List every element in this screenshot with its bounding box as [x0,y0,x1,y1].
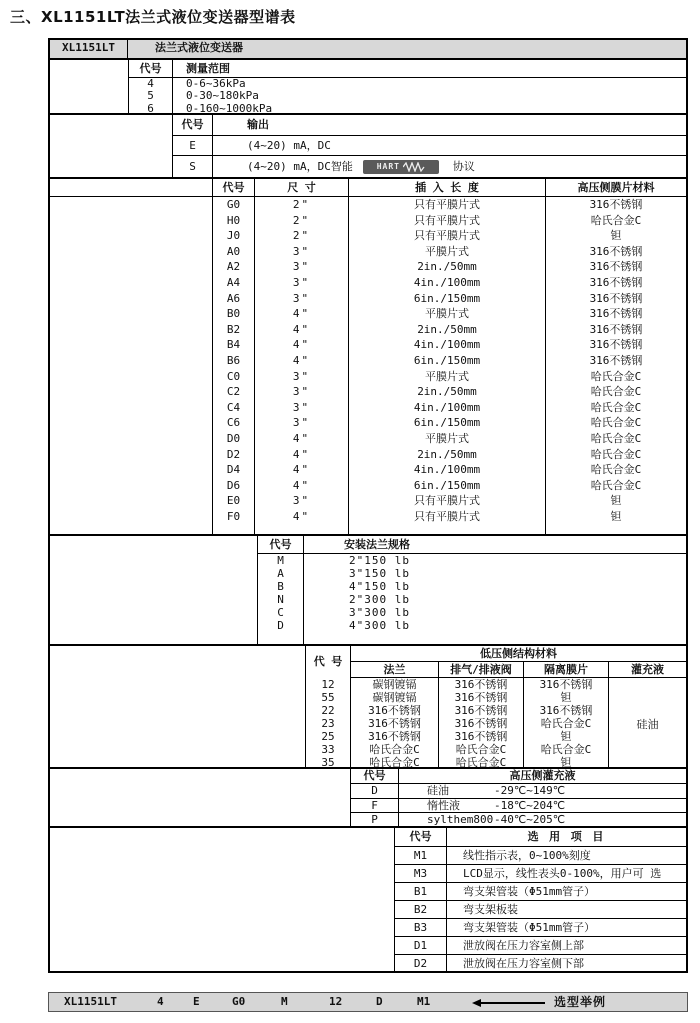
lowside-row-code: 25 [321,730,335,743]
size-row-size: 4" [254,447,348,463]
lowside-row-diaphragm: 316不锈钢 [539,678,593,691]
size-row [50,478,686,494]
output-protocol-suffix: 协议 [452,160,475,173]
lowside-row-flange: 316不锈钢 [368,717,421,730]
size-row-size: 3" [254,493,348,509]
size-row-insert: 平膜片式 [348,244,545,260]
options-row-code: M1 [395,847,447,864]
size-row-size: 4" [254,306,348,322]
lowside-row-code: 22 [321,704,335,717]
flange-row-code: B [258,580,304,593]
range-code-header: 代号 [129,60,173,77]
options-row-desc: 弯支架板装 [463,903,518,916]
lowside-row-vent: 哈氏合金C [455,743,507,756]
lowside-row-code: 33 [321,743,335,756]
highfill-spacer [50,769,350,826]
highfill-code-header: 代号 [351,769,399,783]
size-row-size: 4" [254,478,348,494]
size-row-size: 3" [254,291,348,307]
size-row-insert: 只有平膜片式 [348,197,545,213]
flange-title: 安装法兰规格 [344,538,410,551]
flange-row-code: D [258,619,304,632]
highfill-row-fluid: sylthem800 [427,813,494,827]
flange-spacer [50,536,257,644]
size-row-size: 3" [254,415,348,431]
size-row-material: 哈氏合金C [545,384,686,400]
size-row [50,244,686,260]
options-row-code: B3 [395,919,447,936]
highfill-row [351,784,686,799]
range-section [50,58,686,113]
lowside-row-vent: 316不锈钢 [454,717,508,730]
size-row-size: 3" [254,259,348,275]
size-row-material: 哈氏合金C [545,213,686,229]
example-code: XL1151LT [64,995,117,1008]
lowside-row-code: 23 [321,717,335,730]
size-row-code: C2 [212,384,254,400]
size-row [50,384,686,400]
lowside-vent-column [438,678,523,769]
options-row-desc: 弯支架管装（Φ51mm管子） [463,885,596,898]
size-row-code: J0 [212,228,254,244]
insert-length-label: 插 入 长 度 [348,179,545,196]
size-row-material: 哈氏合金C [545,415,686,431]
page-title: 三、XL1151LT法兰式液位变送器型谱表 [10,8,296,26]
size-row-code: D4 [212,462,254,478]
size-row-code: B0 [212,306,254,322]
size-row [50,275,686,291]
lowside-col-diaphragm: 隔离膜片 [523,662,608,677]
size-row-insert: 平膜片式 [348,306,545,322]
range-row-code: 4 [129,78,173,90]
selection-example-bar [48,992,688,1012]
size-row [50,322,686,338]
size-row [50,493,686,509]
lowside-row-vent: 316不锈钢 [454,691,508,704]
size-row [50,291,686,307]
size-row-code: A2 [212,259,254,275]
size-row-material: 哈氏合金C [545,447,686,463]
size-row-material: 钽 [545,228,686,244]
options-row-code: M3 [395,865,447,882]
lowside-codes-column [306,678,351,769]
size-row-insert: 平膜片式 [348,369,545,385]
size-row-code: B6 [212,353,254,369]
hart-wave-icon [403,162,425,172]
highfill-table [350,769,686,826]
highfill-row-code: D [351,784,399,798]
flange-section [50,534,686,644]
options-row [395,901,686,919]
flange-row-spec: 4"300 lb [349,619,410,632]
size-row-insert: 6in./150mm [348,415,545,431]
size-row-insert: 平膜片式 [348,431,545,447]
flange-row-spec: 3"300 lb [349,606,410,619]
size-row-code: D0 [212,431,254,447]
lowside-row-vent: 316不锈钢 [454,678,508,691]
size-row-material: 316不锈钢 [545,353,686,369]
size-row [50,197,686,213]
size-row-insert: 2in./50mm [348,259,545,275]
model-code: XL1151LT [50,40,128,58]
lowside-row-diaphragm: 钽 [560,730,572,743]
size-row-material: 哈氏合金C [545,431,686,447]
size-row-size: 3" [254,275,348,291]
flange-code-header: 代号 [258,536,304,553]
size-row-insert: 只有平膜片式 [348,493,545,509]
size-row-insert: 4in./100mm [348,275,545,291]
flange-row [258,554,686,567]
range-row-code: 5 [129,90,173,102]
options-row [395,865,686,883]
options-row-desc: 泄放阀在压力容室侧上部 [463,939,584,952]
size-row-material: 316不锈钢 [545,275,686,291]
size-row-code: C0 [212,369,254,385]
highfill-row-temp: -18℃~204℃ [494,798,566,812]
flange-row [258,619,686,632]
lowside-row-vent: 哈氏合金C [455,756,507,769]
lowside-spacer [50,646,305,767]
output-smart-text: (4~20) mA，DC智能 [247,160,353,173]
size-code-header: 代号 [212,179,254,196]
range-header [129,60,686,78]
flange-row-code: N [258,593,304,606]
hart-logo-text: HART [376,162,400,171]
lowside-row-flange: 哈氏合金C [369,743,420,756]
lowside-section [50,644,686,767]
options-spacer [50,828,394,971]
size-row [50,462,686,478]
lowside-col-vent: 排气/排液阀 [438,662,523,677]
highfill-row-fluid: 硅油 [427,784,449,797]
size-row-size: 2" [254,228,348,244]
flange-row [258,580,686,593]
lowside-title: 低压侧结构材料 [351,646,686,662]
highfill-row-temp: -29℃~149℃ [494,784,566,797]
size-row-material: 哈氏合金C [545,478,686,494]
lowside-row-code: 12 [321,678,335,691]
size-row-material: 316不锈钢 [545,259,686,275]
size-row-insert: 2in./50mm [348,447,545,463]
example-code: E [193,995,200,1008]
highfill-row-code: P [351,813,399,827]
lowside-row-vent: 316不锈钢 [454,704,508,717]
options-row [395,919,686,937]
size-row-material: 316不锈钢 [545,197,686,213]
lowside-row-flange: 碳钢镀镉 [372,678,417,691]
size-row-insert: 4in./100mm [348,337,545,353]
size-row-size: 2" [254,197,348,213]
flange-filler [258,632,686,644]
size-row-code: H0 [212,213,254,229]
flange-row [258,567,686,580]
range-table [128,60,686,113]
size-row-size: 4" [254,431,348,447]
size-row-material: 316不锈钢 [545,244,686,260]
size-row [50,509,686,525]
output-desc-s [213,156,475,178]
highfill-row-temp: -40℃~205℃ [494,813,566,827]
flange-table [257,536,686,644]
size-row [50,415,686,431]
size-row [50,306,686,322]
size-row-code: C6 [212,415,254,431]
example-code: D [376,995,383,1008]
lowside-row-code: 35 [321,756,335,769]
hp-material-label: 高压侧膜片材料 [545,179,686,196]
size-row-code: E0 [212,493,254,509]
lowside-row-diaphragm: 316不锈钢 [539,704,593,717]
output-code-header: 代号 [173,115,213,135]
size-filler [50,524,686,534]
size-row-code: F0 [212,509,254,525]
flange-row-spec: 3"150 lb [349,567,410,580]
options-row-desc: 弯支架管装（Φ51mm管子） [463,921,596,934]
flange-row-spec: 2"300 lb [349,593,410,606]
lowside-diaphragm-column [523,678,608,769]
lowside-row-flange: 316不锈钢 [368,704,421,717]
size-row-size: 4" [254,353,348,369]
model-spec-table [48,38,688,973]
size-row-code: D6 [212,478,254,494]
flange-row-code: A [258,567,304,580]
flange-row-code: C [258,606,304,619]
size-row-size: 3" [254,244,348,260]
output-title: 输出 [247,118,269,131]
highfill-row [351,799,686,814]
highfill-row-code: F [351,799,399,813]
model-header-band [50,40,686,58]
size-row-material: 钽 [545,509,686,525]
product-name: 法兰式液位变送器 [155,41,243,54]
options-row [395,847,686,865]
example-code: M1 [417,995,431,1008]
size-row [50,369,686,385]
size-row-size: 4" [254,337,348,353]
example-code: M [281,995,288,1008]
highfill-row-fluid: 惰性液 [427,798,460,812]
size-row-insert: 2in./50mm [348,384,545,400]
options-row [395,883,686,901]
example-code: 4 [157,995,164,1008]
options-section [50,826,686,971]
size-row-insert: 6in./150mm [348,291,545,307]
options-row-code: D2 [395,955,447,972]
options-code-header: 代号 [395,828,447,846]
lowside-row-diaphragm: 钽 [560,756,572,769]
size-row-code: B2 [212,322,254,338]
size-row-insert: 只有平膜片式 [348,509,545,525]
size-row [50,353,686,369]
example-code: 12 [329,995,343,1008]
size-section [50,177,686,534]
output-spacer [50,115,172,177]
flange-row-code: M [258,554,304,567]
range-spacer [50,60,128,113]
options-row-desc: 线性指示表，0~100%刻度 [463,849,591,862]
size-row-insert: 2in./50mm [348,322,545,338]
output-row-analog [173,136,686,156]
size-row-insert: 6in./150mm [348,353,545,369]
options-row-desc: LCD显示，线性表头0-100%，用户可 选 [463,867,662,880]
size-row-code: C4 [212,400,254,416]
size-row-code: G0 [212,197,254,213]
flange-row [258,593,686,606]
range-row-code: 6 [129,103,173,115]
output-code-s: S [173,156,213,178]
size-row-material: 哈氏合金C [545,462,686,478]
options-header [395,828,686,847]
size-row-code: D2 [212,447,254,463]
size-row-insert: 4in./100mm [348,462,545,478]
size-row-material: 钽 [545,493,686,509]
lowside-fill-fluid: 硅油 [608,678,686,769]
options-row-code: B2 [395,901,447,918]
size-row-insert: 只有平膜片式 [348,228,545,244]
lowside-code-header: 代 号 [306,646,351,678]
lowside-row-diaphragm: 钽 [560,691,572,704]
size-row-insert: 只有平膜片式 [348,213,545,229]
lowside-row-flange: 碳钢镀镉 [372,691,417,704]
size-row-size: 3" [254,400,348,416]
size-row-size: 2" [254,213,348,229]
range-row-value: 0-6~36kPa [186,77,246,90]
highfill-title: 高压侧灌充液 [509,769,576,782]
options-table [394,828,686,971]
size-row-material: 316不锈钢 [545,337,686,353]
size-row-code: A0 [212,244,254,260]
size-row-code: A6 [212,291,254,307]
options-row-desc: 泄放阀在压力容室侧下部 [463,957,584,970]
size-row [50,431,686,447]
size-row-insert: 4in./100mm [348,400,545,416]
flange-row-spec: 4"150 lb [349,580,410,593]
options-row [395,955,686,972]
size-header [50,179,686,197]
size-row-material: 哈氏合金C [545,400,686,416]
range-row-value: 0-160~1000kPa [186,101,273,115]
left-arrow-icon [481,1002,545,1004]
lowside-row-flange: 哈氏合金C [369,756,420,769]
size-row [50,337,686,353]
output-row-smart [173,156,686,178]
lowside-row-diaphragm: 哈氏合金C [540,717,592,730]
size-row-material: 哈氏合金C [545,369,686,385]
size-label: 尺 寸 [254,179,348,196]
size-row-material: 316不锈钢 [545,306,686,322]
size-row-size: 3" [254,384,348,400]
size-row-code: B4 [212,337,254,353]
lowside-table [305,646,686,767]
lowside-header [306,646,686,678]
lowside-row-vent: 316不锈钢 [454,730,508,743]
range-row [129,90,686,102]
lowside-row-diaphragm: 哈氏合金C [540,743,592,756]
lowside-body [306,678,686,769]
size-row-material: 316不锈钢 [545,291,686,307]
size-row [50,447,686,463]
lowside-col-fill: 灌充液 [608,662,686,677]
size-row-code: A4 [212,275,254,291]
range-title: 测量范围 [186,62,230,75]
output-code-e: E [173,136,213,155]
size-row-size: 4" [254,462,348,478]
options-row-code: B1 [395,883,447,900]
size-row-insert: 6in./150mm [348,478,545,494]
range-row [129,103,686,115]
size-row [50,213,686,229]
lowside-col-flange: 法兰 [383,663,406,676]
example-label: 选型举例 [554,995,607,1009]
highfill-section [50,767,686,826]
output-section [50,113,686,177]
output-header [173,115,686,136]
lowside-column-labels [351,662,686,678]
example-code: G0 [232,995,246,1008]
size-row-size: 4" [254,509,348,525]
output-table [172,115,686,177]
size-row [50,228,686,244]
range-row-value: 0-30~180kPa [186,89,259,103]
size-row [50,400,686,416]
flange-row-spec: 2"150 lb [349,554,410,567]
options-title: 选 用 项 目 [527,830,606,843]
output-desc-e: (4~20) mA，DC [247,139,331,152]
size-row-size: 3" [254,369,348,385]
size-row-size: 4" [254,322,348,338]
size-row-material: 316不锈钢 [545,322,686,338]
options-row [395,937,686,955]
size-row [50,259,686,275]
highfill-row [351,813,686,828]
flange-row [258,606,686,619]
highfill-header [351,769,686,784]
size-spacer [50,179,212,196]
flange-header [258,536,686,554]
options-row-code: D1 [395,937,447,954]
lowside-row-code: 55 [321,691,335,704]
lowside-row-flange: 316不锈钢 [368,730,421,743]
lowside-flange-column [351,678,438,769]
hart-protocol-logo-icon [363,160,439,174]
